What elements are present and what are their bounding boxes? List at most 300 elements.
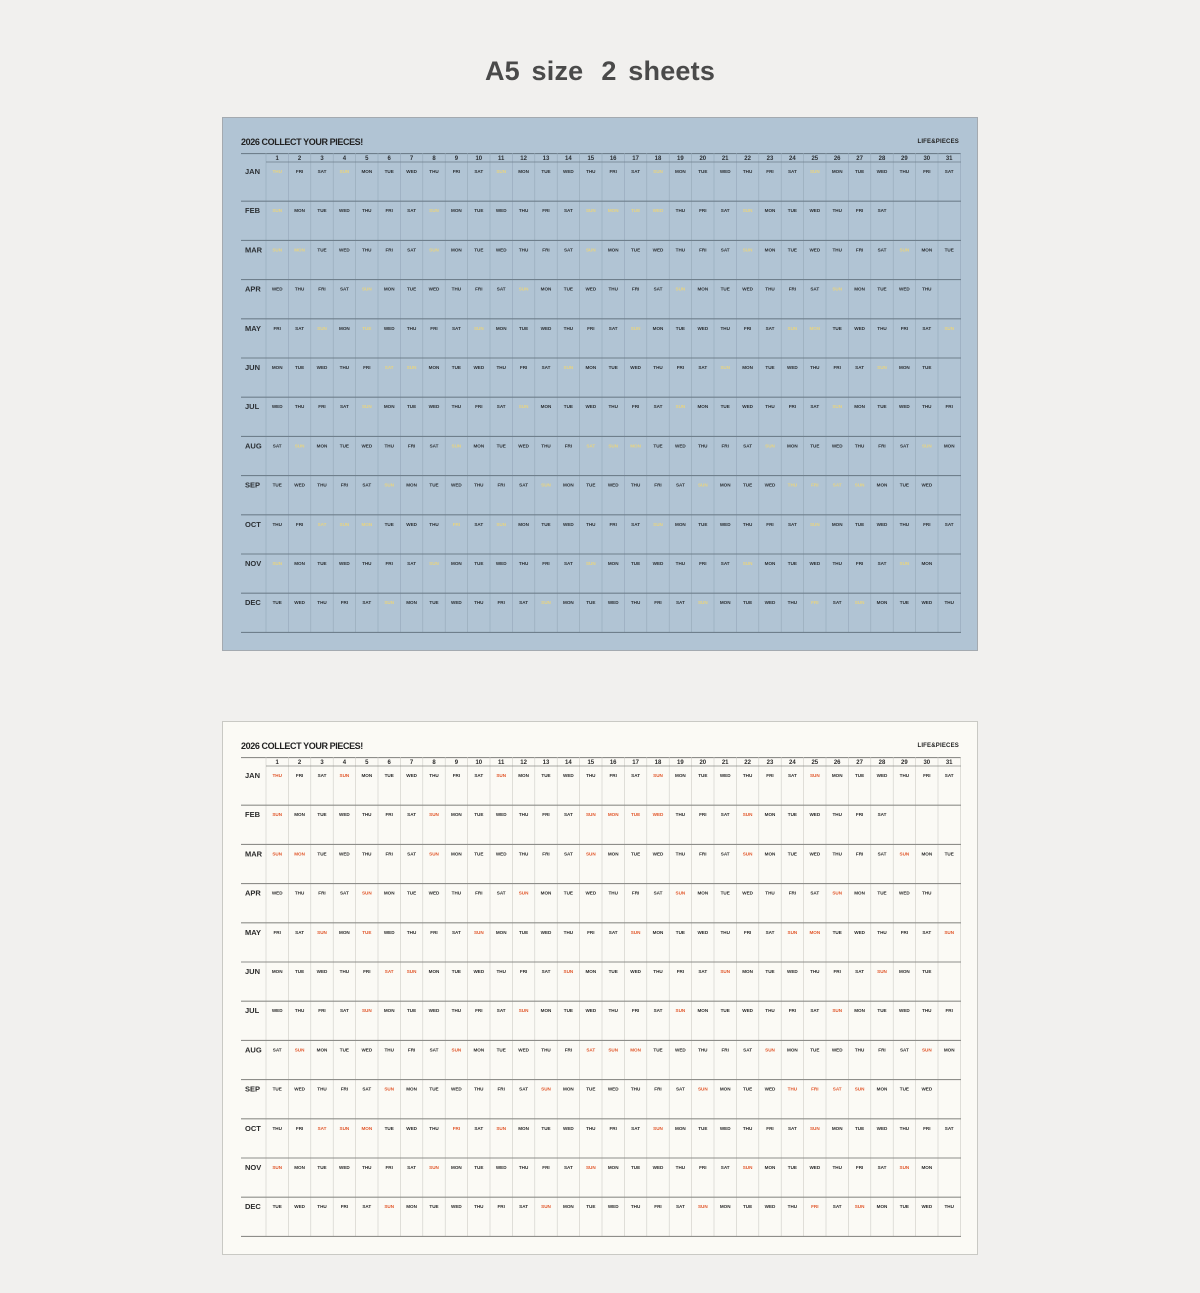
day-number: 29 (901, 760, 908, 767)
weekday: MON (383, 286, 395, 292)
month-label: AUG (245, 441, 262, 451)
weekday: THU (541, 443, 551, 449)
weekday: WED (339, 208, 350, 214)
weekday-highlight: SUN (272, 851, 283, 857)
weekday: FRI (945, 404, 953, 410)
weekday: MON (764, 851, 776, 857)
weekday: WED (473, 365, 485, 370)
weekday: MON (451, 208, 462, 214)
weekday: THU (586, 521, 596, 527)
month-label: FEB (245, 810, 260, 820)
weekday: WED (339, 1165, 350, 1170)
weekday-highlight: SUN (608, 443, 619, 449)
weekday: THU (294, 890, 305, 896)
weekday: THU (720, 325, 730, 331)
weekday: MON (697, 890, 709, 896)
weekday: WED (428, 404, 440, 410)
weekday: MON (316, 443, 328, 449)
weekday: SAT (541, 365, 551, 370)
weekday-highlight: SUN (720, 365, 731, 370)
weekday: SAT (429, 443, 439, 449)
weekday: THU (832, 851, 842, 857)
day-number: 25 (811, 156, 819, 163)
weekday: SAT (944, 1125, 954, 1131)
weekday: SAT (653, 286, 663, 292)
page-heading (0, 56, 1200, 87)
weekday: MON (607, 561, 619, 566)
weekday-highlight: TUE (631, 208, 641, 214)
weekday-highlight: SUN (518, 1008, 529, 1014)
weekday-highlight: MON (809, 325, 821, 331)
weekday: WED (563, 521, 574, 527)
weekday: MON (719, 600, 731, 606)
weekday: WED (921, 600, 933, 606)
weekday: WED (540, 325, 552, 331)
weekday: FRI (497, 482, 505, 488)
weekday: MON (406, 482, 417, 488)
weekday: SAT (563, 812, 573, 818)
weekday-highlight: SUN (272, 561, 283, 566)
weekday: SAT (877, 208, 887, 214)
day-number: 30 (923, 156, 931, 163)
weekday: THU (362, 1165, 372, 1170)
weekday: THU (832, 208, 842, 214)
weekday: TUE (272, 600, 282, 606)
weekday: THU (608, 286, 618, 292)
weekday-highlight: SUN (541, 600, 551, 606)
weekday: SAT (519, 600, 529, 606)
day-number: 31 (945, 156, 953, 163)
day-number: 18 (654, 156, 662, 163)
weekday: SAT (675, 600, 685, 606)
weekday: THU (630, 1086, 641, 1092)
weekday: FRI (407, 1047, 416, 1053)
weekday: WED (563, 773, 574, 778)
month-label: JUN (245, 967, 261, 976)
weekday: MON (854, 404, 865, 410)
weekday: SAT (407, 812, 417, 818)
weekday: WED (428, 890, 440, 896)
weekday: MON (921, 247, 933, 253)
weekday-highlight: SUN (317, 325, 327, 331)
day-number: 2 (297, 760, 302, 767)
weekday: WED (607, 1086, 619, 1092)
weekday: THU (630, 1204, 641, 1210)
weekday-highlight: SUN (585, 247, 596, 253)
weekday: WED (361, 443, 373, 449)
weekday: WED (271, 404, 283, 410)
weekday: MON (607, 1165, 619, 1170)
weekday: SAT (877, 812, 887, 818)
day-number: 24 (789, 760, 796, 767)
weekday: MON (294, 561, 305, 566)
weekday: WED (451, 1204, 462, 1210)
weekday: TUE (608, 365, 618, 370)
weekday: TUE (474, 851, 484, 857)
weekday-highlight: SUN (429, 1165, 439, 1170)
weekday-highlight: SUN (653, 1125, 663, 1131)
weekday: TUE (295, 365, 305, 370)
weekday: THU (518, 208, 529, 214)
month-label: MAR (245, 245, 263, 255)
weekday: TUE (451, 969, 461, 974)
weekday: SAT (496, 286, 506, 292)
day-number: 17 (632, 760, 639, 767)
weekday-highlight: SUN (585, 208, 596, 214)
weekday: WED (764, 1086, 776, 1092)
weekday: SAT (832, 1204, 842, 1210)
day-number: 3 (320, 156, 324, 163)
calendar-sheet-blue (222, 117, 978, 651)
weekday: THU (608, 890, 618, 896)
heading-size: A5 size (484, 56, 584, 86)
weekday: TUE (877, 1008, 887, 1014)
weekday: SAT (720, 812, 730, 818)
month-label: DEC (245, 598, 261, 608)
weekday: TUE (317, 851, 327, 857)
weekday-highlight: SUN (429, 812, 439, 818)
weekday-highlight: SUN (272, 247, 283, 253)
weekday: MON (518, 773, 529, 778)
weekday: MON (854, 890, 865, 896)
weekday: WED (495, 561, 507, 566)
month-label: NOV (245, 1163, 262, 1172)
weekday: WED (675, 1047, 686, 1053)
weekday: TUE (429, 1204, 439, 1210)
weekday-highlight: FRI (811, 1204, 819, 1210)
month-label: OCT (245, 1123, 261, 1133)
weekday: THU (899, 521, 910, 527)
weekday-highlight: SUN (630, 325, 641, 331)
weekday: TUE (407, 286, 417, 292)
day-number: 9 (454, 156, 459, 163)
month-label: JUL (245, 402, 260, 412)
weekday-highlight: MON (361, 1125, 373, 1131)
weekday: THU (451, 1008, 462, 1014)
weekday: SAT (362, 1086, 372, 1092)
weekday: WED (271, 890, 283, 896)
weekday-highlight: WED (652, 812, 664, 818)
weekday-highlight: SUN (675, 890, 686, 896)
weekday-highlight: SUN (854, 1204, 865, 1210)
weekday: WED (339, 851, 350, 857)
weekday: THU (272, 1125, 282, 1131)
weekday: TUE (787, 247, 797, 253)
weekday: TUE (451, 365, 461, 370)
day-number: 6 (387, 156, 391, 163)
weekday: SAT (474, 169, 484, 174)
weekday-highlight: SAT (384, 969, 394, 974)
weekday: THU (608, 404, 618, 410)
day-number: 10 (475, 156, 483, 163)
weekday: TUE (384, 169, 394, 174)
weekday: WED (451, 482, 462, 488)
weekday: WED (831, 1047, 843, 1053)
weekday: SAT (855, 365, 865, 370)
weekday: FRI (318, 404, 326, 410)
weekday-highlight: SUN (496, 521, 507, 527)
weekday: SAT (519, 482, 529, 488)
day-number: 28 (878, 760, 886, 767)
weekday: WED (719, 1125, 731, 1131)
weekday: TUE (519, 325, 529, 331)
weekday: WED (719, 521, 731, 527)
weekday: SAT (899, 1047, 909, 1053)
weekday: MON (719, 1204, 731, 1210)
weekday-highlight: SUN (384, 482, 395, 488)
weekday: WED (607, 600, 619, 606)
weekday: TUE (743, 1204, 753, 1210)
weekday: FRI (676, 365, 685, 370)
weekday: WED (764, 482, 776, 488)
weekday-highlight: SUN (384, 1086, 395, 1092)
weekday: SAT (877, 1165, 887, 1170)
weekday: TUE (563, 1008, 573, 1014)
weekday: MON (943, 1047, 955, 1053)
weekday: MON (607, 247, 619, 253)
weekday: SAT (339, 890, 349, 896)
weekday: SAT (675, 482, 685, 488)
weekday-highlight: SAT (317, 1125, 327, 1131)
weekday-highlight: FRI (811, 600, 819, 606)
weekday: SAT (407, 561, 417, 566)
weekday: TUE (877, 890, 887, 896)
weekday: WED (675, 443, 686, 449)
sheet-title: 2026 COLLECT YOUR PIECES! (241, 741, 363, 751)
weekday-highlight: SUN (832, 1008, 843, 1014)
weekday: TUE (720, 1008, 730, 1014)
day-number: 19 (677, 760, 684, 767)
weekday: FRI (654, 1204, 662, 1210)
weekday: TUE (496, 1047, 506, 1053)
weekday: TUE (899, 1086, 909, 1092)
weekday: MON (585, 365, 597, 370)
weekday: FRI (363, 365, 371, 370)
weekday-highlight: SUN (742, 208, 753, 214)
day-number: 25 (811, 760, 819, 767)
weekday-highlight: SUN (742, 561, 753, 566)
weekday: FRI (855, 208, 864, 214)
weekday: WED (271, 1008, 283, 1014)
weekday: WED (652, 1165, 664, 1170)
day-number: 7 (409, 156, 414, 163)
weekday: THU (810, 365, 820, 370)
weekday-highlight: MON (607, 208, 619, 214)
day-number: 7 (409, 760, 414, 767)
day-number: 11 (498, 156, 505, 163)
weekday: THU (586, 1125, 596, 1131)
weekday: MON (921, 561, 933, 566)
weekday-highlight: SUN (742, 851, 753, 857)
weekday: WED (518, 1047, 529, 1053)
weekday-highlight: MON (630, 443, 641, 449)
weekday: SAT (451, 325, 461, 331)
weekday-highlight: SUN (361, 1008, 372, 1014)
weekday: WED (607, 482, 619, 488)
weekday: TUE (720, 890, 730, 896)
weekday: TUE (675, 325, 685, 331)
weekday: TUE (787, 1165, 797, 1170)
weekday: SAT (317, 169, 327, 174)
weekday: FRI (699, 208, 707, 214)
weekday: MON (294, 1165, 305, 1170)
weekday-highlight: SAT (384, 365, 394, 370)
weekday: THU (339, 969, 350, 974)
weekday: MON (451, 812, 462, 818)
weekday: THU (429, 521, 439, 527)
weekday: THU (406, 325, 417, 331)
weekday: THU (518, 561, 529, 566)
weekday: MON (697, 286, 709, 292)
weekday: FRI (385, 812, 393, 818)
weekday: TUE (407, 404, 417, 410)
weekday: WED (406, 169, 417, 174)
weekday: THU (474, 1204, 484, 1210)
weekday: FRI (340, 482, 349, 488)
weekday: MON (451, 1165, 462, 1170)
weekday: TUE (743, 600, 753, 606)
weekday: TUE (586, 600, 596, 606)
weekday: SAT (698, 969, 708, 974)
weekday: FRI (676, 969, 685, 974)
weekday-highlight: SUN (339, 169, 350, 174)
day-number: 22 (744, 156, 751, 163)
weekday: THU (474, 600, 484, 606)
weekday: FRI (385, 561, 393, 566)
weekday: THU (518, 851, 529, 857)
weekday-highlight: SUN (429, 208, 439, 214)
weekday: MON (383, 1008, 395, 1014)
weekday-highlight: SUN (877, 365, 887, 370)
weekday-highlight: SUN (339, 521, 350, 527)
weekday: FRI (945, 1008, 953, 1014)
weekday: MON (406, 1204, 417, 1210)
month-label: SEP (245, 480, 261, 490)
month-label: FEB (245, 206, 260, 216)
weekday-highlight: SUN (317, 929, 327, 935)
weekday: THU (899, 1125, 910, 1131)
weekday: MON (675, 169, 686, 174)
weekday: WED (585, 404, 597, 410)
weekday: THU (765, 890, 775, 896)
weekday: MON (675, 1125, 686, 1131)
weekday: MON (451, 561, 462, 566)
weekday: THU (429, 1125, 439, 1131)
weekday: MON (831, 1125, 843, 1131)
weekday-highlight: SUN (339, 773, 350, 778)
weekday: TUE (317, 812, 327, 818)
weekday: WED (742, 890, 753, 896)
weekday: WED (473, 969, 485, 974)
weekday: MON (473, 1047, 485, 1053)
weekday: THU (518, 247, 529, 253)
weekday: FRI (497, 1204, 505, 1210)
heading-sheets: 2 sheets (601, 56, 716, 86)
weekday-highlight: SUN (653, 169, 663, 174)
weekday: THU (922, 286, 932, 292)
weekday: FRI (452, 169, 461, 174)
weekday: MON (652, 929, 664, 935)
weekday-highlight: SUN (496, 1125, 507, 1131)
weekday: FRI (564, 443, 573, 449)
weekday: THU (877, 325, 887, 331)
weekday: TUE (743, 1086, 753, 1092)
weekday: WED (899, 890, 910, 896)
weekday: FRI (788, 404, 797, 410)
weekday: SAT (272, 443, 282, 449)
weekday: MON (831, 773, 843, 778)
weekday: SAT (899, 443, 909, 449)
weekday: MON (719, 1086, 731, 1092)
weekday: MON (361, 169, 373, 174)
weekday: MON (899, 365, 910, 370)
weekday: FRI (385, 851, 393, 857)
weekday-highlight: THU (272, 773, 282, 778)
weekday: THU (854, 1047, 865, 1053)
weekday: WED (585, 1008, 597, 1014)
weekday-highlight: SUN (585, 851, 596, 857)
weekday: THU (362, 247, 372, 253)
weekday-highlight: SUN (899, 851, 910, 857)
day-number: 28 (878, 156, 886, 163)
weekday: TUE (407, 1008, 417, 1014)
day-number: 23 (766, 156, 774, 163)
weekday-highlight: SUN (765, 443, 775, 449)
weekday: MON (742, 365, 753, 370)
weekday-highlight: SUN (585, 812, 596, 818)
weekday: TUE (743, 482, 753, 488)
weekday: TUE (631, 1165, 641, 1170)
weekday-highlight: MON (361, 521, 373, 527)
weekday-highlight: SUN (899, 247, 910, 253)
weekday: MON (339, 325, 350, 331)
weekday: MON (697, 1008, 709, 1014)
weekday: FRI (699, 561, 707, 566)
weekday: SAT (362, 482, 372, 488)
weekday: WED (787, 365, 798, 370)
weekday: TUE (765, 969, 775, 974)
weekday: TUE (855, 773, 865, 778)
weekday: WED (383, 929, 395, 935)
weekday: FRI (699, 812, 707, 818)
weekday: SAT (944, 521, 954, 527)
weekday: THU (362, 812, 372, 818)
weekday: MON (383, 404, 395, 410)
month-label: SEP (245, 1084, 261, 1094)
weekday: FRI (654, 1086, 662, 1092)
weekday: FRI (923, 169, 931, 174)
weekday: SAT (362, 600, 372, 606)
weekday: FRI (519, 969, 528, 974)
weekday: MON (294, 812, 305, 818)
weekday: WED (809, 851, 821, 857)
weekday: TUE (586, 482, 596, 488)
weekday-highlight: SUN (832, 890, 843, 896)
weekday: SAT (743, 1047, 753, 1053)
weekday: WED (540, 929, 552, 935)
day-number: 14 (565, 760, 572, 767)
weekday-highlight: SUN (429, 561, 439, 566)
weekday: MON (764, 208, 776, 214)
month-label: JAN (245, 771, 261, 780)
day-number: 15 (587, 760, 595, 767)
weekday-highlight: SUN (697, 482, 708, 488)
weekday-highlight: SUN (406, 969, 417, 974)
weekday-highlight: SUN (944, 929, 955, 935)
weekday: THU (810, 969, 820, 974)
day-number: 16 (609, 760, 617, 767)
day-number: 21 (721, 760, 729, 767)
